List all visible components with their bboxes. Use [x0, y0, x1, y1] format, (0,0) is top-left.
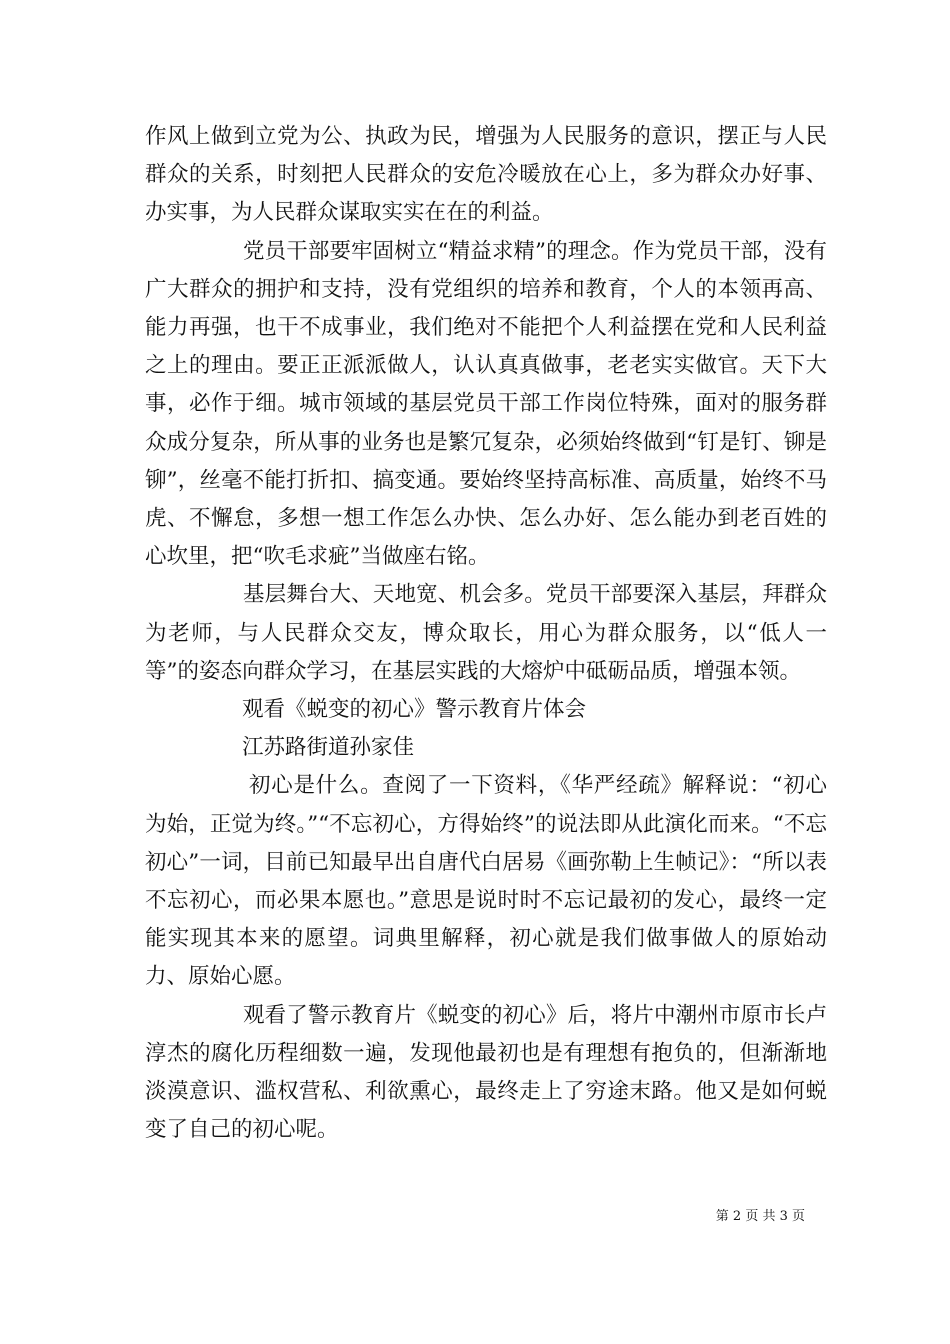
document-body [145, 118, 827, 1149]
article-author: 江苏路街道孙家佳 [242, 735, 415, 761]
paragraph: 观看了警示教育片《蜕变的初心》后，将片中潮州市原市长卢淳杰的腐化历程细数一遍，发现他最初也是有理想有抱负的，但渐渐地淡漠意识、滥权营私、利欲熏心，最终走上了穷途末路。他又是如何蜕变了自己的初心呢。 [145, 1002, 827, 1143]
paragraph: 党员干部要牢固树立“精益求精”的理念。作为党员干部，没有广大群众的拥护和支持，没有党组织的培养和教育，个人的本领再高、能力再强，也干不成事业，我们绝对不能把个人利益摆在党和人民利益之上的理由。要正正派派做人，认认真真做事，老老实实做官。天下大事，必作于细。城市领域的基层党员干部工作岗位特殊，面对的服务群众成分复杂，所从事的业务也是繁冗复杂，必须始终做到“钉是钉、铆是铆”，丝毫不能打折扣、搞变通。要始终坚持高标准、高质量，始终不马虎、不懈怠，多想一想工作怎么办快、怎么办好、怎么能办到老百姓的心坎里，把“吹毛求疵”当做座右铭。 [145, 238, 827, 570]
paragraph: 作风上做到立党为公、执政为民，增强为人民服务的意识，摆正与人民群众的关系，时刻把人民群众的安危冷暖放在心上，多为群众办好事、办实事，为人民群众谋取实实在在的利益。 [145, 124, 827, 226]
paragraph: 初心是什么。查阅了一下资料，《华严经疏》解释说：“初心为始，正觉为终。”“不忘初心，方得始终”的说法即从此演化而来。“不忘初心”一词，目前已知最早出自唐代白居易《画弥勒上生帧记》：“所以表不忘初心，而必果本愿也。”意思是说时时不忘记最初的发心，最终一定能实现其本来的愿望。词典里解释，初心就是我们做事做人的原始动力、原始心愿。 [145, 773, 827, 990]
paragraph: 基层舞台大、天地宽、机会多。党员干部要深入基层，拜群众为老师，与人民群众交友，博众取长，用心为群众服务，以“低人一等”的姿态向群众学习，在基层实践的大熔炉中砥砺品质，增强本领。 [145, 582, 827, 684]
page-number: 第 2 页 共 3 页 [715, 1209, 805, 1224]
article-title: 观看《蜕变的初心》警示教育片体会 [242, 697, 587, 723]
